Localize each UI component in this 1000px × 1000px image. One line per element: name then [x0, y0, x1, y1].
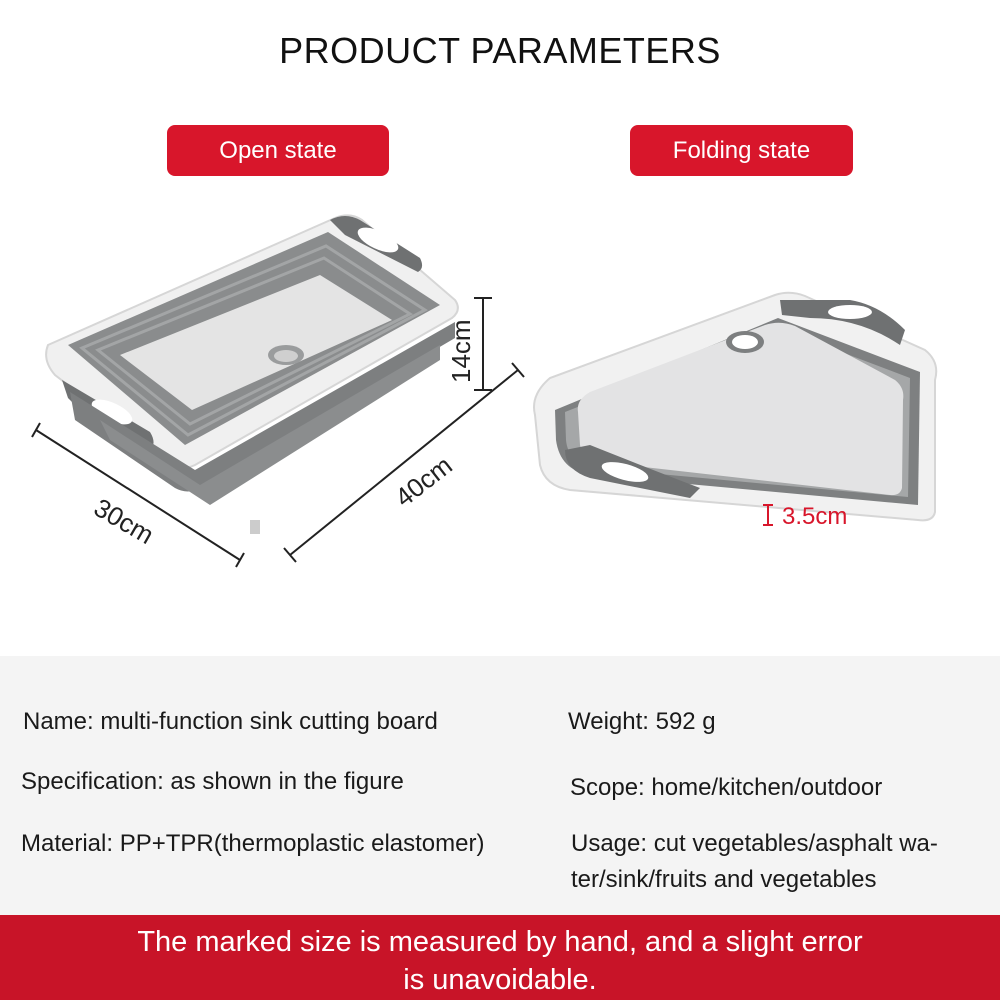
folding-state-badge: Folding state — [630, 125, 853, 176]
folded-height-label: 3.5cm — [782, 503, 848, 530]
spec-usage-line2: ter/sink/fruits and vegetables — [571, 866, 877, 893]
disclaimer-banner — [0, 915, 1000, 1000]
open-state-badge: Open state — [167, 125, 389, 176]
spec-material: Material: PP+TPR(thermoplastic elastomer) — [21, 830, 485, 857]
disclaimer-line-1: The marked size is measured by hand, and a slight error — [137, 926, 863, 958]
page-title: PRODUCT PARAMETERS — [279, 30, 721, 71]
disclaimer-line-2: is unavoidable. — [403, 964, 597, 996]
spec-weight: Weight: 592 g — [568, 708, 716, 735]
spec-name: Name: multi-function sink cutting board — [23, 708, 438, 735]
spec-usage-line1: Usage: cut vegetables/asphalt wa- — [571, 830, 938, 857]
folded-board-image — [534, 293, 936, 521]
product-illustrations — [0, 180, 1000, 660]
height-label: 14cm — [446, 319, 476, 383]
spec-scope: Scope: home/kitchen/outdoor — [570, 774, 883, 801]
width-label: 30cm — [89, 492, 160, 550]
spec-panel — [0, 656, 1000, 915]
length-label: 40cm — [389, 449, 458, 513]
spec-specification: Specification: as shown in the figure — [21, 768, 404, 795]
